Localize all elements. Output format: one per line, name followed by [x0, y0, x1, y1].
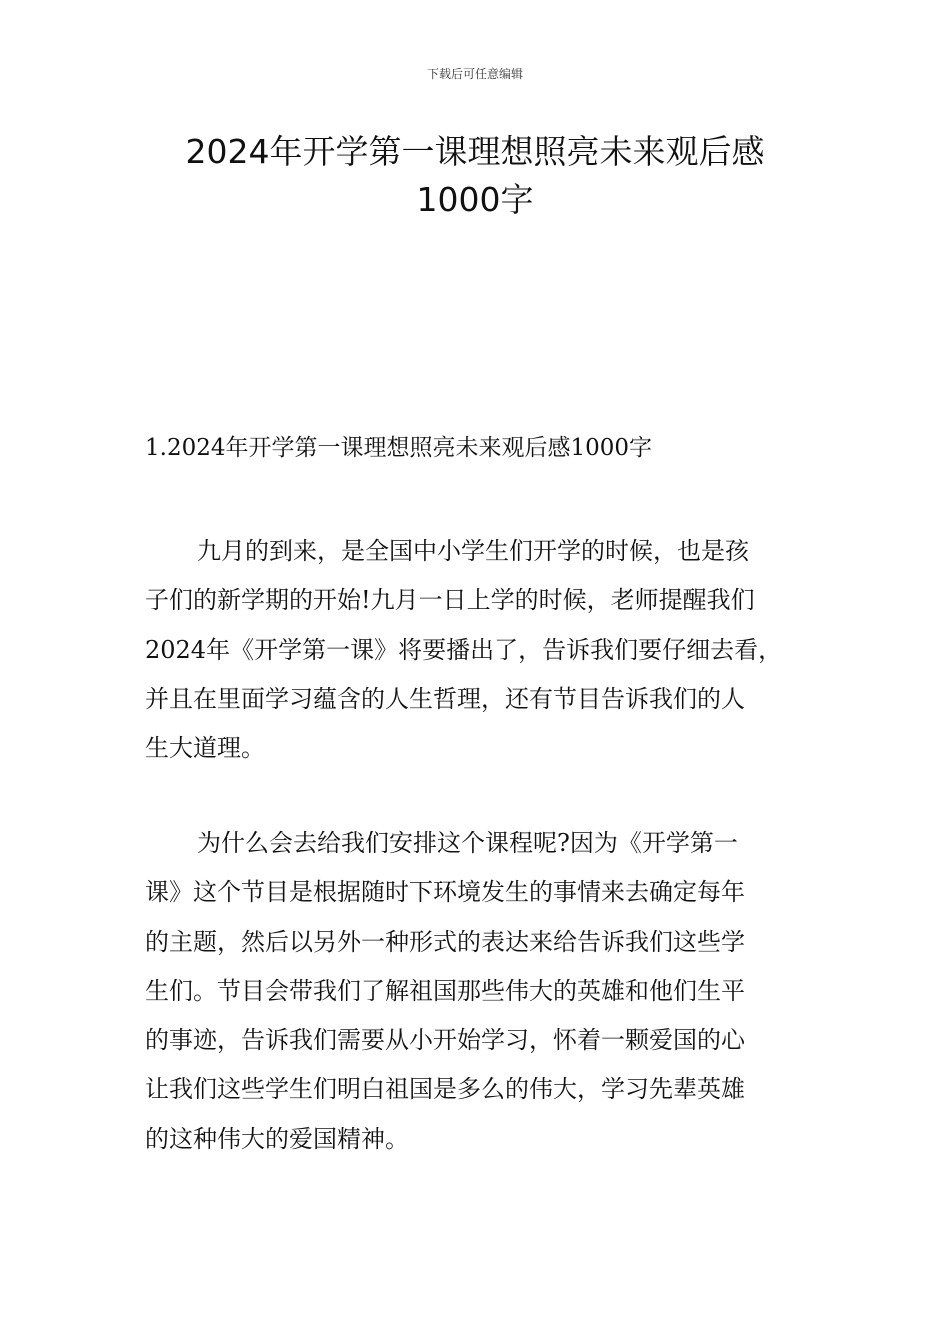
paragraph-line: 子们的新学期的开始!九月一日上学的时候，老师提醒我们 — [145, 586, 755, 615]
paragraph-line: 让我们这些学生们明白祖国是多么的伟大，学习先辈英雄 — [145, 1075, 745, 1104]
paragraph-line: 为什么会去给我们安排这个课程呢?因为《开学第一 — [197, 829, 738, 857]
header-note: 下载后可任意编辑 — [426, 67, 523, 81]
section-heading: 1.2024年开学第一课理想照亮未来观后感1000字 — [145, 435, 653, 461]
paragraph-line: 九月的到来，是全国中小学生们开学的时候，也是孩 — [197, 537, 749, 565]
paragraph-line: 的主题，然后以另外一种形式的表达来给告诉我们这些学 — [145, 927, 745, 956]
paragraph-line: 课》这个节目是根据随时下环境发生的事情来去确定每年 — [145, 878, 745, 907]
paragraph-line: 并且在里面学习蕴含的人生哲理，还有节目告诉我们的人 — [145, 684, 745, 713]
paragraph-line: 生们。节目会带我们了解祖国那些伟大的英雄和他们生平 — [145, 976, 745, 1005]
paragraph-line: 生大道理。 — [145, 734, 265, 763]
paragraph-2 — [145, 819, 845, 1164]
paragraph-line: 2024年《开学第一课》将要播出了，告诉我们要仔细去看， — [145, 635, 783, 664]
paragraph-line: 的这种伟大的爱国精神。 — [145, 1124, 409, 1153]
paragraph-1 — [145, 527, 845, 773]
title-line-1: 2024年开学第一课理想照亮未来观后感 — [185, 132, 765, 171]
title-line-2: 1000字 — [416, 180, 534, 219]
document-title — [75, 128, 875, 224]
paragraph-line: 的事迹，告诉我们需要从小开始学习，怀着一颗爱国的心 — [145, 1026, 745, 1055]
